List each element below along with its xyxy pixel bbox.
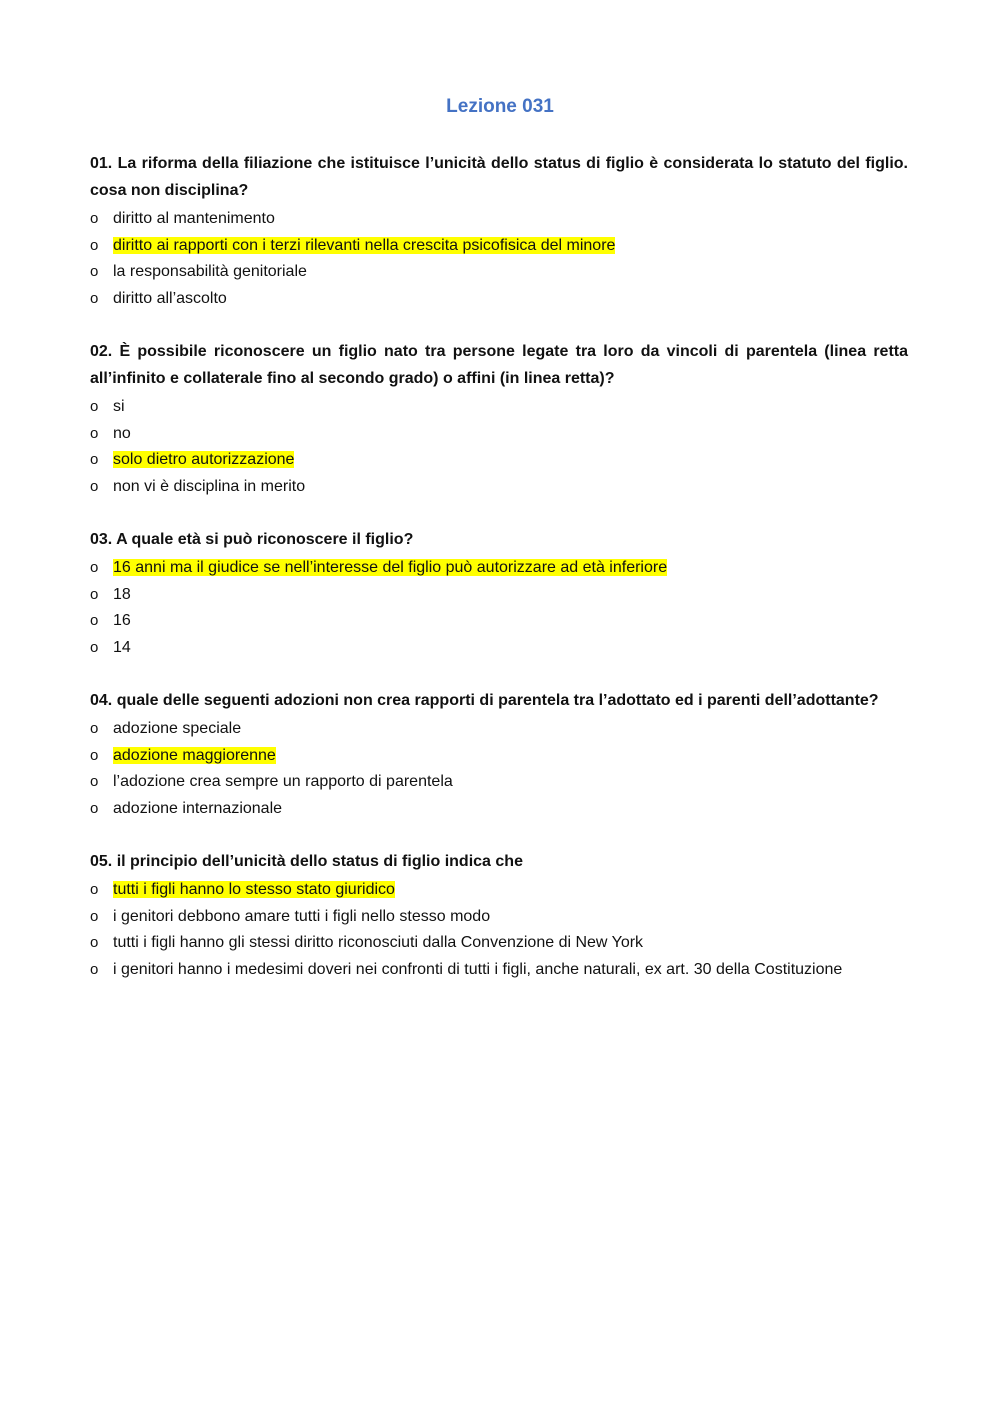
answer-option [90, 904, 908, 931]
answer-option-label: 18 [113, 585, 131, 603]
answer-option-label: diritto all’ascolto [113, 289, 227, 307]
circle-bullet-icon: o [90, 585, 99, 603]
answer-option [90, 582, 908, 609]
answer-option [90, 608, 908, 635]
answer-option [90, 555, 908, 582]
circle-bullet-icon: o [90, 934, 99, 951]
answer-option-label: 16 [113, 612, 131, 629]
question-list [90, 150, 908, 1009]
answer-option-label: 14 [113, 638, 131, 656]
answer-option-label: diritto al mantenimento [113, 210, 275, 227]
circle-bullet-icon: o [90, 638, 99, 656]
circle-bullet-icon: o [90, 289, 99, 307]
circle-bullet-icon: o [90, 881, 99, 898]
circle-bullet-icon: o [90, 477, 99, 495]
circle-bullet-icon: o [90, 773, 99, 790]
question-block [90, 848, 908, 983]
question-text: 01. La riforma della filiazione che istituisce l’unicità dello status di figlio è considerata lo statuto del figlio. cosa non disciplina? [90, 155, 908, 199]
circle-bullet-icon: o [90, 799, 99, 817]
question-block [90, 150, 908, 312]
question-block [90, 687, 908, 822]
circle-bullet-icon: o [90, 451, 99, 468]
answer-option [90, 769, 908, 796]
answer-options [90, 716, 908, 822]
circle-bullet-icon: o [90, 263, 99, 280]
answer-option [90, 474, 908, 501]
circle-bullet-icon: o [90, 424, 99, 442]
circle-bullet-icon: o [90, 907, 99, 925]
circle-bullet-icon: o [90, 720, 99, 737]
circle-bullet-icon: o [90, 210, 99, 227]
answer-option [90, 743, 908, 770]
circle-bullet-icon: o [90, 559, 99, 576]
answer-option [90, 796, 908, 823]
circle-bullet-icon: o [90, 398, 99, 415]
answer-option [90, 394, 908, 421]
page-title: Lezione 031 [446, 96, 554, 117]
answer-option [90, 447, 908, 474]
answer-option [90, 206, 908, 233]
answer-option-label-highlighted: 16 anni ma il giudice se nell’interesse del figlio può autorizzare ad età inferiore [113, 559, 668, 576]
answer-option-label: l’adozione crea sempre un rapporto di parentela [113, 773, 453, 790]
circle-bullet-icon: o [90, 612, 99, 629]
question-text: 05. il principio dell’unicità dello status di figlio indica che [90, 853, 523, 870]
answer-option [90, 421, 908, 448]
answer-options [90, 394, 908, 500]
question-block [90, 526, 908, 661]
question-text: 04. quale delle seguenti adozioni non crea rapporti di parentela tra l’adottato ed i parenti dell’adottante? [90, 692, 879, 709]
answer-option-label-highlighted: solo dietro autorizzazione [113, 451, 295, 468]
answer-option [90, 635, 908, 662]
answer-option-label: no [113, 424, 131, 442]
answer-option-label: si [113, 398, 125, 415]
answer-option-label: tutti i figli hanno gli stessi diritto riconosciuti dalla Convenzione di New York [113, 934, 644, 951]
question-text: 03. A quale età si può riconoscere il figlio? [90, 531, 414, 548]
question-text: 02. È possibile riconoscere un figlio nato tra persone legate tra loro da vincoli di parentela (linea retta all’infinito e collaterale fino al secondo grado) o affini (in linea retta)? [90, 343, 908, 387]
answer-option [90, 286, 908, 313]
answer-option [90, 259, 908, 286]
answer-options [90, 877, 908, 983]
answer-option-label: la responsabilità genitoriale [113, 263, 307, 280]
circle-bullet-icon: o [90, 960, 99, 978]
answer-option [90, 233, 908, 260]
answer-option-label: i genitori hanno i medesimi doveri nei confronti di tutti i figli, anche naturali, ex art. 30 della Costituzione [113, 960, 843, 978]
answer-option [90, 957, 908, 984]
answer-options [90, 555, 908, 661]
answer-option-label-highlighted: adozione maggiorenne [113, 746, 276, 764]
answer-option [90, 716, 908, 743]
answer-option-label-highlighted: tutti i figli hanno lo stesso stato giuridico [113, 881, 395, 898]
answer-option-label: adozione internazionale [113, 799, 283, 817]
answer-options [90, 206, 908, 312]
circle-bullet-icon: o [90, 236, 99, 254]
answer-option-label: non vi è disciplina in merito [113, 477, 306, 495]
answer-option [90, 877, 908, 904]
circle-bullet-icon: o [90, 746, 99, 764]
question-block [90, 338, 908, 500]
answer-option-label-highlighted: diritto ai rapporti con i terzi rilevanti nella crescita psicofisica del minore [113, 236, 616, 254]
answer-option [90, 930, 908, 957]
answer-option-label: adozione speciale [113, 720, 242, 737]
answer-option-label: i genitori debbono amare tutti i figli nello stesso modo [113, 907, 491, 925]
